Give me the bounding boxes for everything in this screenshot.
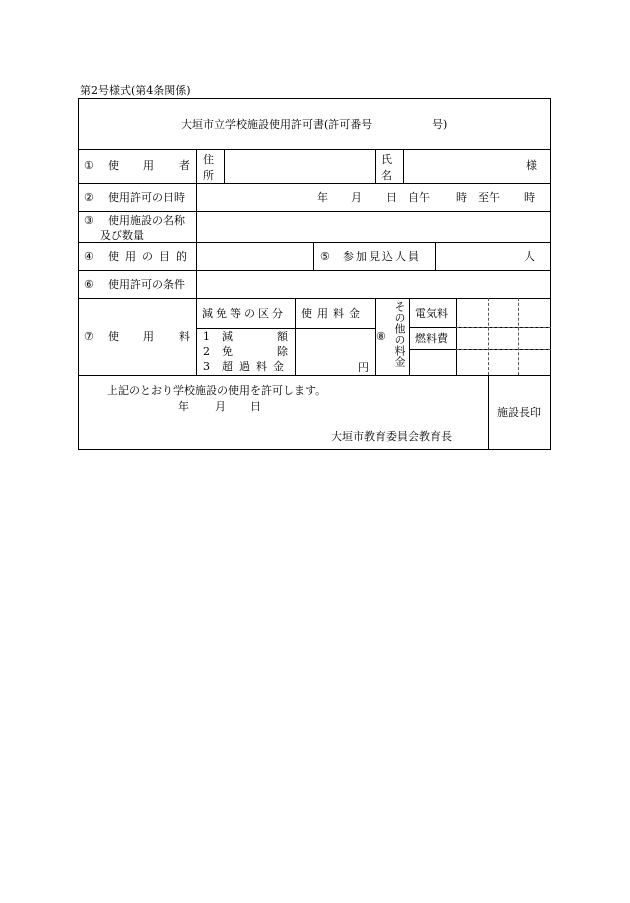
row-label: 使 xyxy=(108,159,119,172)
purpose-divider xyxy=(313,242,314,270)
reduction-item-number: 2 xyxy=(203,345,210,358)
name-label: 氏 xyxy=(381,153,392,166)
reduction-item: 減 xyxy=(222,330,233,343)
honorific: 様 xyxy=(526,159,537,172)
row-number: ⑥ xyxy=(84,278,94,291)
row-number: ① xyxy=(84,159,94,172)
fee-header-divider xyxy=(196,328,376,329)
row-divider xyxy=(78,375,551,376)
attendance-label: 参加見込人員 xyxy=(343,250,421,263)
row-label: 使用許可の日時 xyxy=(108,191,185,204)
row-number: ⑦ xyxy=(84,330,94,343)
name-label: 名 xyxy=(381,169,392,182)
reduction-item: 免 xyxy=(222,345,233,358)
name-column-divider xyxy=(375,149,376,183)
reduction-item: 除 xyxy=(277,345,288,358)
row-label: 使 xyxy=(108,330,119,343)
row-label: 者 xyxy=(179,159,190,172)
row-divider xyxy=(78,183,551,184)
reduction-item-number: 1 xyxy=(203,330,210,343)
time-hour: 時 xyxy=(524,191,535,204)
reduction-item-number: 3 xyxy=(203,360,210,373)
seal-label: 施設長印 xyxy=(497,406,541,419)
permit-form-table xyxy=(78,98,551,450)
attendance-unit: 人 xyxy=(524,250,535,263)
dashed-divider xyxy=(456,349,551,350)
form-title: 大垣市立学校施設使用許可書(許可番号 xyxy=(181,118,373,131)
row-number: ⑧ xyxy=(376,330,386,343)
row-divider xyxy=(78,211,551,212)
row-number: ④ xyxy=(84,250,94,263)
fuel-fee-label: 燃料費 xyxy=(415,332,448,345)
address-label: 所 xyxy=(203,169,214,182)
issue-year: 年 xyxy=(178,400,189,413)
row-divider xyxy=(78,242,551,243)
address-label: 住 xyxy=(203,153,214,166)
row-label: 料 xyxy=(179,330,190,343)
row-label: 用 xyxy=(143,330,154,343)
permission-statement: 上記のとおり学校施設の使用を許可します。 xyxy=(107,384,327,397)
date-day: 日 xyxy=(386,191,397,204)
form-title-suffix: 号) xyxy=(432,118,448,131)
date-year: 年 xyxy=(317,191,328,204)
other-fee-name-divider xyxy=(456,298,457,375)
time-to: 至午 xyxy=(478,191,500,204)
form-number-label: 第2号様式(第4条関係) xyxy=(80,84,191,97)
row-label: 用 xyxy=(143,159,154,172)
row-label: 使用施設の名称 xyxy=(108,214,185,227)
row-label: 使用の目的 xyxy=(108,250,193,263)
dashed-divider xyxy=(488,298,489,375)
dashed-divider xyxy=(456,327,551,328)
row-divider xyxy=(78,149,551,150)
yen-unit: 円 xyxy=(358,361,369,374)
issuer-name: 大垣市教育委員会教育長 xyxy=(331,430,452,443)
row-label: 及び数量 xyxy=(100,229,144,242)
row-divider xyxy=(78,270,551,271)
reduction-item: 額 xyxy=(277,330,288,343)
time-hour: 時 xyxy=(456,191,467,204)
fee-type-divider xyxy=(295,298,296,375)
seal-column-divider xyxy=(488,375,489,450)
date-month: 月 xyxy=(351,191,362,204)
fee-header: 使用料金 xyxy=(301,307,365,320)
address-label-divider xyxy=(224,149,225,183)
issue-day: 日 xyxy=(250,400,261,413)
other-fee-label-divider xyxy=(409,298,410,375)
row-label: 使用許可の条件 xyxy=(108,278,185,291)
row-divider xyxy=(78,298,551,299)
reduction-header: 減免等の区分 xyxy=(202,307,286,320)
row-number: ⑤ xyxy=(320,250,330,263)
time-from: 自午 xyxy=(408,191,430,204)
label-column-divider xyxy=(196,149,197,375)
dashed-divider xyxy=(518,298,519,375)
issue-month: 月 xyxy=(215,400,226,413)
reduction-item: 超過料金 xyxy=(222,360,290,373)
attendance-divider xyxy=(435,242,436,270)
name-label-divider xyxy=(403,149,404,183)
row-number: ② xyxy=(84,191,94,204)
electric-fee-label: 電気料 xyxy=(415,307,448,320)
row-number: ③ xyxy=(84,214,94,227)
other-fees-label: その他の料金 xyxy=(393,301,406,367)
